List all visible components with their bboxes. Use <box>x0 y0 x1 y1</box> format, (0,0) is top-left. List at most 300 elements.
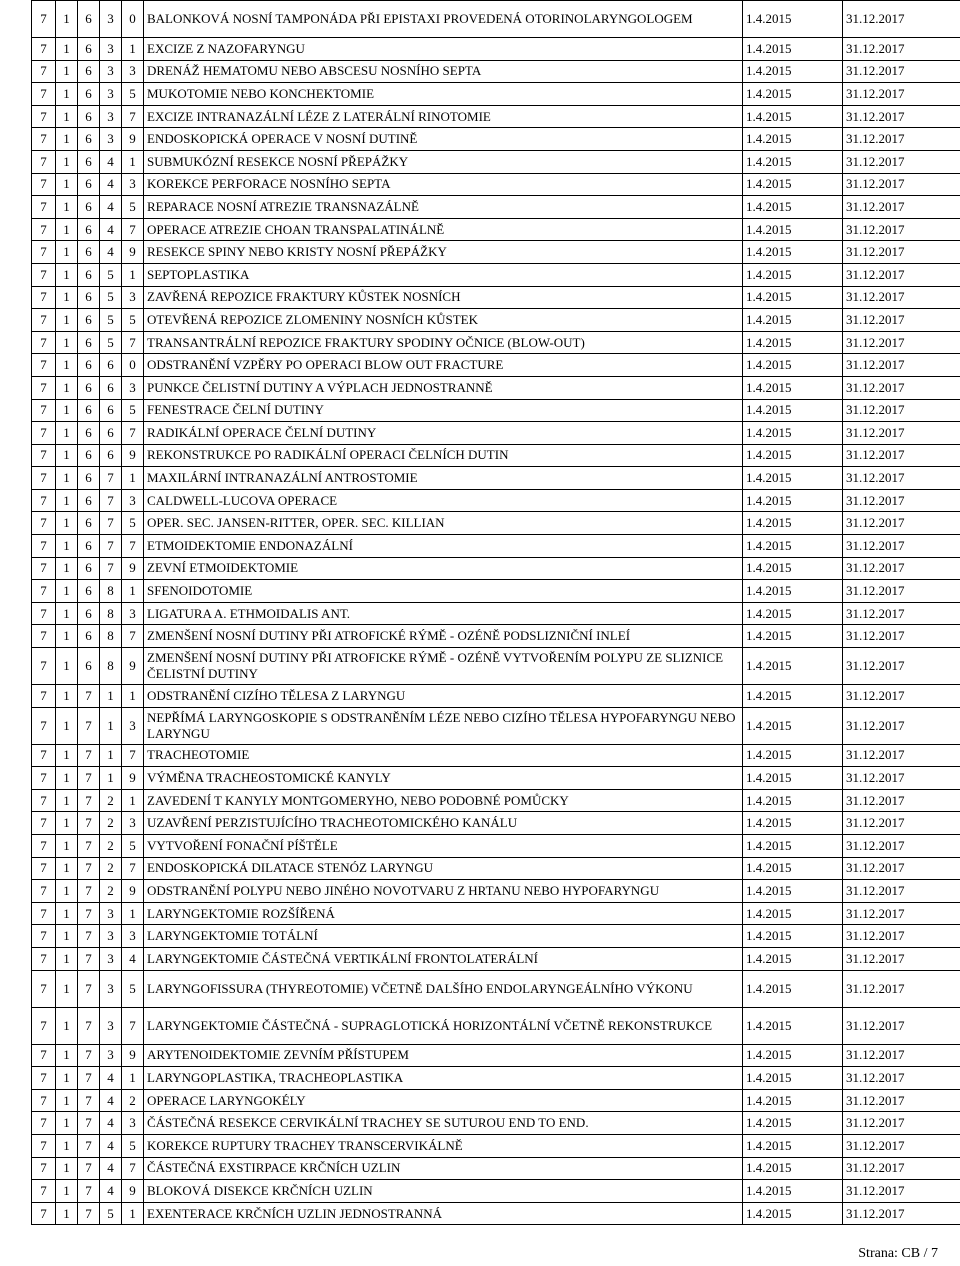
procedure-name-cell: SEPTOPLASTIKA <box>144 263 743 286</box>
valid-to-cell: 31.12.2017 <box>843 512 960 535</box>
code-digit-cell: 7 <box>32 557 56 580</box>
code-digit-cell: 7 <box>32 880 56 903</box>
code-digit-cell: 7 <box>32 744 56 767</box>
code-digit-cell: 0 <box>122 1 144 38</box>
code-digit-cell: 4 <box>100 1112 122 1135</box>
code-digit-cell: 2 <box>100 835 122 858</box>
valid-to-cell: 31.12.2017 <box>843 331 960 354</box>
code-digit-cell: 7 <box>32 1112 56 1135</box>
code-digit-cell: 7 <box>32 925 56 948</box>
code-digit-cell: 3 <box>122 489 144 512</box>
code-digit-cell: 9 <box>122 128 144 151</box>
code-digit-cell: 6 <box>100 354 122 377</box>
code-digit-cell: 7 <box>32 150 56 173</box>
valid-from-cell: 1.4.2015 <box>743 535 843 558</box>
procedure-name-cell: ZAVEDENÍ T KANYLY MONTGOMERYHO, NEBO PODOBNÉ POMŮCKY <box>144 789 743 812</box>
valid-from-cell: 1.4.2015 <box>743 789 843 812</box>
table-row <box>32 535 960 558</box>
code-digit-cell: 1 <box>56 150 78 173</box>
code-digit-cell: 6 <box>100 444 122 467</box>
table-row <box>32 1 960 38</box>
code-digit-cell: 6 <box>78 444 100 467</box>
code-digit-cell: 1 <box>56 196 78 219</box>
table-row <box>32 444 960 467</box>
procedure-name-cell: ZAVŘENÁ REPOZICE FRAKTURY KŮSTEK NOSNÍCH <box>144 286 743 309</box>
valid-to-cell: 31.12.2017 <box>843 557 960 580</box>
code-digit-cell: 7 <box>32 422 56 445</box>
valid-from-cell: 1.4.2015 <box>743 1007 843 1044</box>
valid-from-cell: 1.4.2015 <box>743 707 843 744</box>
code-digit-cell: 6 <box>78 150 100 173</box>
procedure-name-cell: TRACHEOTOMIE <box>144 744 743 767</box>
table-row <box>32 685 960 708</box>
code-digit-cell: 7 <box>78 1134 100 1157</box>
code-digit-cell: 3 <box>122 286 144 309</box>
code-digit-cell: 6 <box>78 557 100 580</box>
code-digit-cell: 3 <box>100 38 122 61</box>
code-digit-cell: 9 <box>122 648 144 685</box>
code-digit-cell: 5 <box>122 1134 144 1157</box>
code-digit-cell: 7 <box>32 902 56 925</box>
code-digit-cell: 1 <box>56 812 78 835</box>
code-digit-cell: 4 <box>100 241 122 264</box>
valid-to-cell: 31.12.2017 <box>843 1134 960 1157</box>
code-digit-cell: 9 <box>122 880 144 903</box>
code-digit-cell: 1 <box>56 1134 78 1157</box>
code-digit-cell: 3 <box>122 1112 144 1135</box>
valid-to-cell: 31.12.2017 <box>843 925 960 948</box>
code-digit-cell: 3 <box>122 602 144 625</box>
code-digit-cell: 4 <box>100 196 122 219</box>
valid-to-cell: 31.12.2017 <box>843 580 960 603</box>
code-digit-cell: 6 <box>78 535 100 558</box>
valid-to-cell: 31.12.2017 <box>843 105 960 128</box>
procedure-name-cell: ZMENŠENÍ NOSNÍ DUTINY PŘI ATROFICKÉ RÝMĚ - OZÉNĚ PODSLIZNIČNÍ INLEÍ <box>144 625 743 648</box>
code-digit-cell: 1 <box>56 376 78 399</box>
code-digit-cell: 2 <box>100 789 122 812</box>
code-digit-cell: 5 <box>100 286 122 309</box>
procedure-name-cell: ARYTENOIDEKTOMIE ZEVNÍM PŘÍSTUPEM <box>144 1044 743 1067</box>
procedure-name-cell: LARYNGEKTOMIE ROZŠÍŘENÁ <box>144 902 743 925</box>
code-digit-cell: 5 <box>100 263 122 286</box>
code-digit-cell: 1 <box>56 857 78 880</box>
code-digit-cell: 7 <box>32 835 56 858</box>
valid-from-cell: 1.4.2015 <box>743 685 843 708</box>
table-row <box>32 399 960 422</box>
code-digit-cell: 2 <box>100 857 122 880</box>
code-digit-cell: 7 <box>32 1007 56 1044</box>
code-digit-cell: 7 <box>32 580 56 603</box>
code-digit-cell: 8 <box>100 602 122 625</box>
valid-from-cell: 1.4.2015 <box>743 150 843 173</box>
code-digit-cell: 6 <box>78 218 100 241</box>
procedure-name-cell: KOREKCE RUPTURY TRACHEY TRANSCERVIKÁLNĚ <box>144 1134 743 1157</box>
code-digit-cell: 1 <box>56 557 78 580</box>
code-digit-cell: 6 <box>78 196 100 219</box>
code-digit-cell: 7 <box>32 331 56 354</box>
code-digit-cell: 9 <box>122 557 144 580</box>
code-digit-cell: 1 <box>56 38 78 61</box>
valid-to-cell: 31.12.2017 <box>843 835 960 858</box>
valid-to-cell: 31.12.2017 <box>843 376 960 399</box>
valid-from-cell: 1.4.2015 <box>743 1044 843 1067</box>
code-digit-cell: 7 <box>32 1134 56 1157</box>
procedure-name-cell: OPER. SEC. JANSEN-RITTER, OPER. SEC. KILLIAN <box>144 512 743 535</box>
procedure-name-cell: ODSTRANĚNÍ POLYPU NEBO JINÉHO NOVOTVARU Z HRTANU NEBO HYPOFARYNGU <box>144 880 743 903</box>
code-digit-cell: 3 <box>100 947 122 970</box>
code-digit-cell: 7 <box>32 767 56 790</box>
valid-to-cell: 31.12.2017 <box>843 173 960 196</box>
code-digit-cell: 7 <box>32 218 56 241</box>
valid-to-cell: 31.12.2017 <box>843 286 960 309</box>
valid-from-cell: 1.4.2015 <box>743 38 843 61</box>
procedure-name-cell: TRANSANTRÁLNÍ REPOZICE FRAKTURY SPODINY OČNICE (BLOW-OUT) <box>144 331 743 354</box>
code-digit-cell: 7 <box>100 557 122 580</box>
table-row <box>32 512 960 535</box>
code-digit-cell: 7 <box>32 947 56 970</box>
code-digit-cell: 4 <box>100 1180 122 1203</box>
code-digit-cell: 1 <box>56 580 78 603</box>
code-digit-cell: 6 <box>78 354 100 377</box>
valid-to-cell: 31.12.2017 <box>843 1007 960 1044</box>
table-row <box>32 173 960 196</box>
code-digit-cell: 1 <box>56 1007 78 1044</box>
code-digit-cell: 5 <box>100 331 122 354</box>
code-digit-cell: 7 <box>122 625 144 648</box>
code-digit-cell: 1 <box>56 467 78 490</box>
valid-from-cell: 1.4.2015 <box>743 580 843 603</box>
table-row <box>32 902 960 925</box>
code-digit-cell: 9 <box>122 1044 144 1067</box>
code-digit-cell: 6 <box>78 331 100 354</box>
code-digit-cell: 5 <box>122 309 144 332</box>
procedure-name-cell: LIGATURA A. ETHMOIDALIS ANT. <box>144 602 743 625</box>
valid-to-cell: 31.12.2017 <box>843 467 960 490</box>
code-digit-cell: 6 <box>78 105 100 128</box>
code-digit-cell: 7 <box>32 489 56 512</box>
code-digit-cell: 1 <box>56 947 78 970</box>
valid-from-cell: 1.4.2015 <box>743 857 843 880</box>
code-digit-cell: 1 <box>56 685 78 708</box>
code-digit-cell: 3 <box>100 60 122 83</box>
code-digit-cell: 5 <box>122 399 144 422</box>
table-row <box>32 580 960 603</box>
code-digit-cell: 7 <box>78 1202 100 1225</box>
valid-from-cell: 1.4.2015 <box>743 60 843 83</box>
code-digit-cell: 1 <box>56 835 78 858</box>
procedure-name-cell: EXCIZE Z NAZOFARYNGU <box>144 38 743 61</box>
valid-to-cell: 31.12.2017 <box>843 602 960 625</box>
table-row <box>32 263 960 286</box>
code-digit-cell: 3 <box>122 173 144 196</box>
valid-from-cell: 1.4.2015 <box>743 744 843 767</box>
code-digit-cell: 1 <box>56 970 78 1007</box>
code-digit-cell: 6 <box>78 83 100 106</box>
code-digit-cell: 7 <box>78 947 100 970</box>
code-digit-cell: 5 <box>122 83 144 106</box>
table-row <box>32 83 960 106</box>
code-digit-cell: 6 <box>78 286 100 309</box>
code-digit-cell: 1 <box>122 1067 144 1090</box>
valid-from-cell: 1.4.2015 <box>743 970 843 1007</box>
table-row <box>32 38 960 61</box>
valid-to-cell: 31.12.2017 <box>843 489 960 512</box>
code-digit-cell: 7 <box>100 467 122 490</box>
code-digit-cell: 2 <box>100 880 122 903</box>
valid-to-cell: 31.12.2017 <box>843 1112 960 1135</box>
code-digit-cell: 5 <box>122 835 144 858</box>
code-digit-cell: 6 <box>100 422 122 445</box>
code-digit-cell: 7 <box>32 857 56 880</box>
code-digit-cell: 3 <box>100 1044 122 1067</box>
code-digit-cell: 7 <box>32 354 56 377</box>
valid-to-cell: 31.12.2017 <box>843 309 960 332</box>
procedure-name-cell: ZMENŠENÍ NOSNÍ DUTINY PŘI ATROFICKE RÝMĚ - OZÉNĚ VYTVOŘENÍM POLYPU ZE SLIZNICE ČELISTNÍ DUTINY <box>144 648 743 685</box>
code-digit-cell: 7 <box>122 105 144 128</box>
procedure-name-cell: ODSTRANĚNÍ CIZÍHO TĚLESA Z LARYNGU <box>144 685 743 708</box>
code-digit-cell: 1 <box>56 489 78 512</box>
code-digit-cell: 7 <box>78 1180 100 1203</box>
code-digit-cell: 7 <box>78 789 100 812</box>
code-digit-cell: 6 <box>100 399 122 422</box>
code-digit-cell: 4 <box>100 1067 122 1090</box>
valid-from-cell: 1.4.2015 <box>743 1202 843 1225</box>
code-digit-cell: 1 <box>100 685 122 708</box>
valid-from-cell: 1.4.2015 <box>743 489 843 512</box>
table-row <box>32 602 960 625</box>
code-digit-cell: 4 <box>100 173 122 196</box>
valid-from-cell: 1.4.2015 <box>743 422 843 445</box>
valid-from-cell: 1.4.2015 <box>743 925 843 948</box>
valid-to-cell: 31.12.2017 <box>843 947 960 970</box>
code-digit-cell: 7 <box>78 1044 100 1067</box>
code-digit-cell: 1 <box>56 744 78 767</box>
table-row <box>32 1157 960 1180</box>
code-digit-cell: 6 <box>78 376 100 399</box>
code-digit-cell: 9 <box>122 444 144 467</box>
code-digit-cell: 6 <box>78 648 100 685</box>
code-digit-cell: 6 <box>78 173 100 196</box>
code-digit-cell: 1 <box>56 902 78 925</box>
valid-to-cell: 31.12.2017 <box>843 150 960 173</box>
table-row <box>32 925 960 948</box>
valid-to-cell: 31.12.2017 <box>843 399 960 422</box>
code-digit-cell: 7 <box>78 1157 100 1180</box>
code-digit-cell: 5 <box>122 970 144 1007</box>
procedure-name-cell: RESEKCE SPINY NEBO KRISTY NOSNÍ PŘEPÁŽKY <box>144 241 743 264</box>
valid-to-cell: 31.12.2017 <box>843 444 960 467</box>
procedure-name-cell: ČÁSTEČNÁ EXSTIRPACE KRČNÍCH UZLIN <box>144 1157 743 1180</box>
valid-from-cell: 1.4.2015 <box>743 354 843 377</box>
procedure-name-cell: NEPŘÍMÁ LARYNGOSKOPIE S ODSTRANĚNÍM LÉZE NEBO CIZÍHO TĚLESA HYPOFARYNGU NEBO LARYNGU <box>144 707 743 744</box>
code-digit-cell: 6 <box>78 1 100 38</box>
code-digit-cell: 1 <box>56 173 78 196</box>
code-digit-cell: 7 <box>78 902 100 925</box>
code-digit-cell: 7 <box>78 925 100 948</box>
table-row <box>32 286 960 309</box>
code-digit-cell: 7 <box>32 648 56 685</box>
code-digit-cell: 1 <box>56 263 78 286</box>
code-digit-cell: 7 <box>78 812 100 835</box>
code-digit-cell: 7 <box>100 512 122 535</box>
valid-to-cell: 31.12.2017 <box>843 1202 960 1225</box>
table-row <box>32 196 960 219</box>
valid-to-cell: 31.12.2017 <box>843 685 960 708</box>
valid-to-cell: 31.12.2017 <box>843 128 960 151</box>
code-digit-cell: 6 <box>78 399 100 422</box>
code-digit-cell: 1 <box>122 685 144 708</box>
valid-from-cell: 1.4.2015 <box>743 286 843 309</box>
procedure-name-cell: ETMOIDEKTOMIE ENDONAZÁLNÍ <box>144 535 743 558</box>
procedure-name-cell: UZAVŘENÍ PERZISTUJÍCÍHO TRACHEOTOMICKÉHO KANÁLU <box>144 812 743 835</box>
code-digit-cell: 1 <box>56 331 78 354</box>
procedure-name-cell: OPERACE LARYNGOKÉLY <box>144 1089 743 1112</box>
valid-to-cell: 31.12.2017 <box>843 535 960 558</box>
valid-to-cell: 31.12.2017 <box>843 1 960 38</box>
code-digit-cell: 4 <box>100 218 122 241</box>
procedure-name-cell: ZEVNÍ ETMOIDEKTOMIE <box>144 557 743 580</box>
table-row <box>32 835 960 858</box>
valid-from-cell: 1.4.2015 <box>743 1 843 38</box>
code-digit-cell: 3 <box>100 925 122 948</box>
valid-from-cell: 1.4.2015 <box>743 241 843 264</box>
code-digit-cell: 3 <box>122 925 144 948</box>
valid-to-cell: 31.12.2017 <box>843 38 960 61</box>
code-digit-cell: 1 <box>122 902 144 925</box>
valid-to-cell: 31.12.2017 <box>843 744 960 767</box>
code-digit-cell: 0 <box>122 354 144 377</box>
valid-from-cell: 1.4.2015 <box>743 648 843 685</box>
code-digit-cell: 1 <box>56 1067 78 1090</box>
code-digit-cell: 7 <box>32 263 56 286</box>
table-row <box>32 947 960 970</box>
code-digit-cell: 7 <box>78 685 100 708</box>
code-digit-cell: 7 <box>32 173 56 196</box>
code-digit-cell: 7 <box>32 1 56 38</box>
code-digit-cell: 1 <box>56 767 78 790</box>
procedure-name-cell: PUNKCE ČELISTNÍ DUTINY A VÝPLACH JEDNOSTRANNĚ <box>144 376 743 399</box>
code-digit-cell: 6 <box>78 128 100 151</box>
code-digit-cell: 7 <box>78 857 100 880</box>
code-digit-cell: 1 <box>56 925 78 948</box>
table-row <box>32 150 960 173</box>
code-digit-cell: 7 <box>78 767 100 790</box>
valid-from-cell: 1.4.2015 <box>743 1180 843 1203</box>
code-digit-cell: 7 <box>122 422 144 445</box>
code-digit-cell: 3 <box>122 812 144 835</box>
valid-to-cell: 31.12.2017 <box>843 263 960 286</box>
code-digit-cell: 1 <box>56 286 78 309</box>
code-digit-cell: 1 <box>56 1089 78 1112</box>
code-digit-cell: 7 <box>32 707 56 744</box>
code-digit-cell: 1 <box>56 399 78 422</box>
code-digit-cell: 1 <box>56 648 78 685</box>
code-digit-cell: 7 <box>32 625 56 648</box>
table-row <box>32 812 960 835</box>
code-digit-cell: 7 <box>32 512 56 535</box>
code-digit-cell: 4 <box>100 1157 122 1180</box>
code-digit-cell: 6 <box>78 38 100 61</box>
valid-to-cell: 31.12.2017 <box>843 880 960 903</box>
code-digit-cell: 7 <box>32 241 56 264</box>
code-digit-cell: 7 <box>32 60 56 83</box>
code-digit-cell: 1 <box>122 263 144 286</box>
table-row <box>32 1202 960 1225</box>
code-digit-cell: 1 <box>56 625 78 648</box>
code-digit-cell: 3 <box>100 1007 122 1044</box>
code-digit-cell: 7 <box>122 857 144 880</box>
valid-from-cell: 1.4.2015 <box>743 1157 843 1180</box>
code-digit-cell: 7 <box>32 789 56 812</box>
valid-to-cell: 31.12.2017 <box>843 218 960 241</box>
code-digit-cell: 9 <box>122 1180 144 1203</box>
table-row <box>32 1180 960 1203</box>
code-digit-cell: 1 <box>56 1157 78 1180</box>
table-row <box>32 376 960 399</box>
code-digit-cell: 1 <box>56 128 78 151</box>
table-row <box>32 1067 960 1090</box>
code-digit-cell: 1 <box>56 880 78 903</box>
valid-to-cell: 31.12.2017 <box>843 1180 960 1203</box>
table-row <box>32 489 960 512</box>
code-digit-cell: 5 <box>122 196 144 219</box>
procedure-name-cell: VÝMĚNA TRACHEOSTOMICKÉ KANYLY <box>144 767 743 790</box>
procedure-code-table <box>31 0 960 1225</box>
code-digit-cell: 9 <box>122 241 144 264</box>
code-digit-cell: 3 <box>100 105 122 128</box>
code-digit-cell: 7 <box>32 38 56 61</box>
code-digit-cell: 7 <box>32 1067 56 1090</box>
code-digit-cell: 7 <box>32 685 56 708</box>
code-digit-cell: 4 <box>122 947 144 970</box>
code-digit-cell: 3 <box>122 376 144 399</box>
table-row <box>32 557 960 580</box>
code-digit-cell: 7 <box>78 835 100 858</box>
code-digit-cell: 7 <box>32 1202 56 1225</box>
code-digit-cell: 1 <box>56 60 78 83</box>
valid-to-cell: 31.12.2017 <box>843 767 960 790</box>
code-digit-cell: 1 <box>56 512 78 535</box>
code-digit-cell: 1 <box>56 602 78 625</box>
code-digit-cell: 4 <box>100 1134 122 1157</box>
procedure-name-cell: REPARACE NOSNÍ ATREZIE TRANSNAZÁLNĚ <box>144 196 743 219</box>
procedure-name-cell: OTEVŘENÁ REPOZICE ZLOMENINY NOSNÍCH KŮSTEK <box>144 309 743 332</box>
code-digit-cell: 1 <box>56 241 78 264</box>
code-digit-cell: 7 <box>78 880 100 903</box>
code-digit-cell: 5 <box>100 309 122 332</box>
code-digit-cell: 5 <box>100 1202 122 1225</box>
procedure-name-cell: ENDOSKOPICKÁ DILATACE STENÓZ LARYNGU <box>144 857 743 880</box>
code-digit-cell: 6 <box>78 241 100 264</box>
table-row <box>32 1089 960 1112</box>
code-digit-cell: 7 <box>32 535 56 558</box>
valid-to-cell: 31.12.2017 <box>843 648 960 685</box>
valid-from-cell: 1.4.2015 <box>743 331 843 354</box>
valid-to-cell: 31.12.2017 <box>843 1067 960 1090</box>
code-digit-cell: 6 <box>78 489 100 512</box>
procedure-name-cell: CALDWELL-LUCOVA OPERACE <box>144 489 743 512</box>
valid-from-cell: 1.4.2015 <box>743 557 843 580</box>
code-digit-cell: 7 <box>32 467 56 490</box>
valid-from-cell: 1.4.2015 <box>743 1089 843 1112</box>
code-digit-cell: 1 <box>56 707 78 744</box>
valid-from-cell: 1.4.2015 <box>743 512 843 535</box>
code-digit-cell: 3 <box>122 60 144 83</box>
code-digit-cell: 7 <box>122 744 144 767</box>
code-digit-cell: 1 <box>122 1202 144 1225</box>
valid-to-cell: 31.12.2017 <box>843 60 960 83</box>
table-row <box>32 1007 960 1044</box>
